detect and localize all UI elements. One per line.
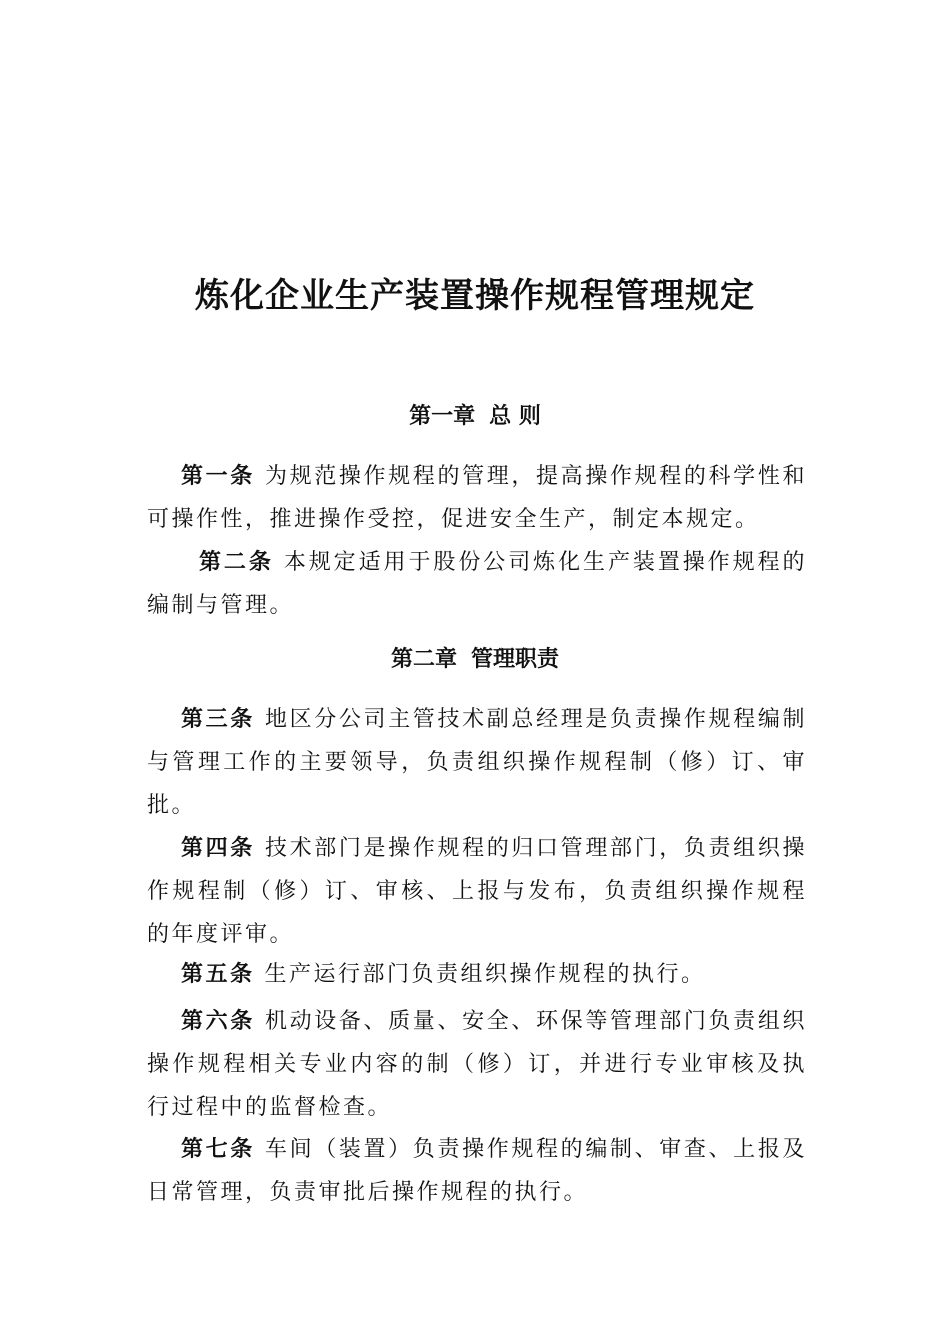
- article-number: 第一条: [181, 463, 255, 489]
- article-number: 第七条: [181, 1136, 255, 1162]
- article-text: 为规范操作规程的管理，提高操作规程的科学性和可操作性，推进操作受控，促进安全生产，制定本规定。: [147, 464, 807, 532]
- chapter-name: 总 则: [489, 404, 541, 429]
- chapter-number: 第一章: [409, 404, 476, 429]
- article-text: 车间（装置）负责操作规程的编制、审查、上报及日常管理，负责审批后操作规程的执行。: [147, 1137, 807, 1205]
- article-number: 第五条: [181, 961, 255, 987]
- document-title: 炼化企业生产装置操作规程管理规定: [195, 276, 755, 316]
- article-number: 第四条: [181, 835, 255, 861]
- article-7: [147, 1128, 807, 1214]
- chapter-name: 管理职责: [471, 647, 560, 672]
- article-text: 本规定适用于股份公司炼化生产装置操作规程的编制与管理。: [147, 550, 807, 618]
- chapter-heading-2: [0, 645, 950, 675]
- article-text: 生产运行部门负责组织操作规程的执行。: [264, 962, 706, 987]
- article-1: [147, 455, 807, 541]
- article-text: 机动设备、质量、安全、环保等管理部门负责组织操作规程相关专业内容的制（修）订，并进行专业审核及执行过程中的监督检查。: [147, 1009, 807, 1120]
- chapter-heading-1: [0, 402, 950, 432]
- chapter-number: 第二章: [390, 647, 457, 672]
- article-2: [147, 541, 807, 627]
- article-number: 第三条: [181, 706, 255, 732]
- article-text: 技术部门是操作规程的归口管理部门，负责组织操作规程制（修）订、审核、上报与发布，负责组织操作规程的年度评审。: [147, 836, 807, 947]
- article-number: 第二条: [199, 549, 274, 575]
- article-4: [147, 827, 807, 956]
- article-number: 第六条: [181, 1008, 255, 1034]
- article-3: [147, 698, 807, 827]
- article-5: [147, 953, 807, 996]
- article-6: [147, 1000, 807, 1129]
- article-text: 地区分公司主管技术副总经理是负责操作规程编制与管理工作的主要领导，负责组织操作规程制（修）订、审批。: [147, 707, 807, 818]
